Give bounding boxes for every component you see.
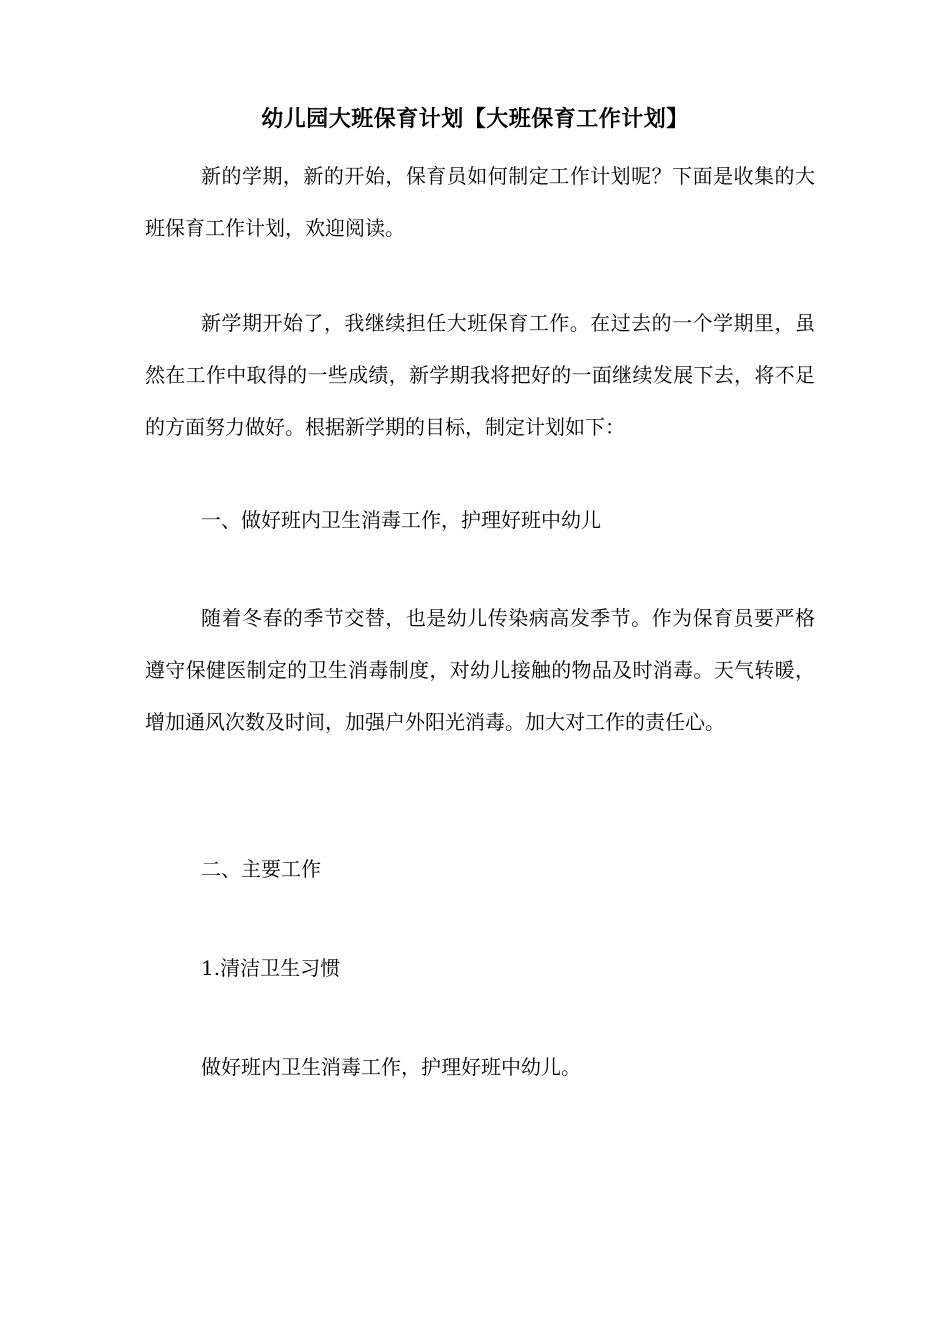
section-heading-2: 二、主要工作: [201, 857, 321, 881]
document-title: 幼儿园大班保育计划【大班保育工作计划】: [261, 106, 689, 132]
intro-paragraph: 新的学期，新的开始，保育员如何制定工作计划呢？下面是收集的大班保育工作计划，欢迎阅读。: [145, 164, 815, 240]
body-paragraph: 做好班内卫生消毒工作，护理好班中幼儿。: [201, 1055, 581, 1079]
opening-paragraph: 新学期开始了，我继续担任大班保育工作。在过去的一个学期里，虽然在工作中取得的一些成绩，新学期我将把好的一面继续发展下去，将不足的方面努力做好。根据新学期的目标，制定计划如下：: [145, 311, 815, 439]
section-heading-1: 一、做好班内卫生消毒工作，护理好班中幼儿: [201, 508, 601, 532]
body-paragraph: 随着冬春的季节交替，也是幼儿传染病高发季节。作为保育员要严格遵守保健医制定的卫生消毒制度，对幼儿接触的物品及时消毒。天气转暖，增加通风次数及时间，加强户外阳光消毒。加大对工作的责任心。: [145, 606, 815, 734]
subsection-heading-1: 1.清洁卫生习惯: [201, 956, 341, 980]
